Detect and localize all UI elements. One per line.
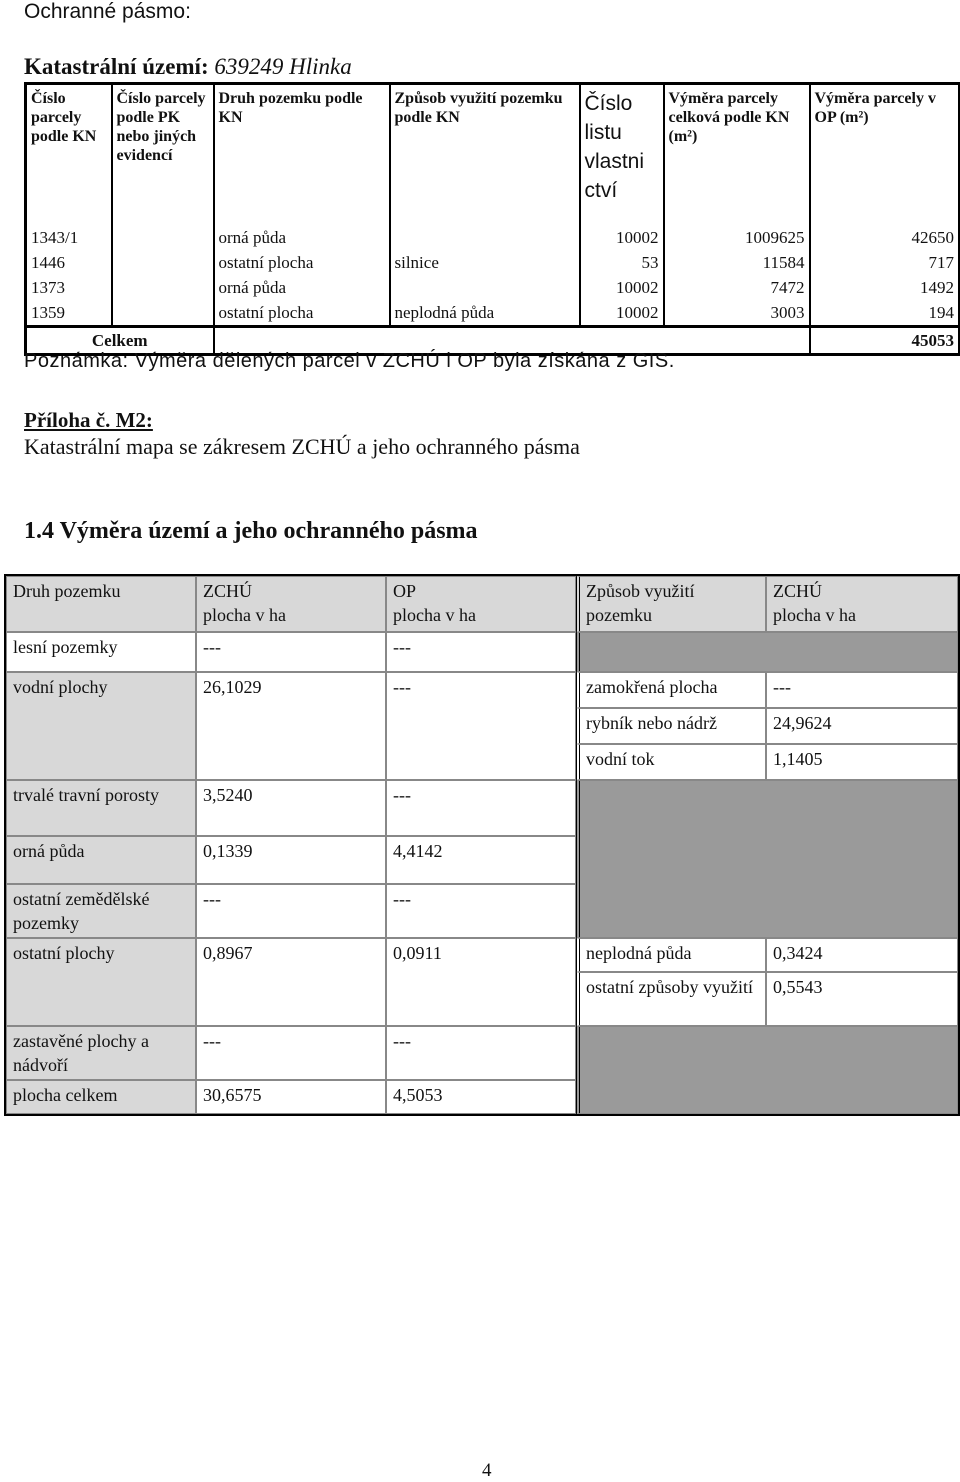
table-cell: 26,1029: [196, 672, 386, 780]
table-cell: ---: [766, 672, 958, 708]
table-cell: ---: [196, 632, 386, 672]
column-header: [196, 576, 386, 632]
table-cell: [112, 225, 214, 250]
table-cell: lesní pozemky: [6, 632, 196, 672]
table-cell: neplodná půda: [576, 938, 766, 972]
table-cell: ---: [386, 884, 576, 938]
table-cell: 24,9624: [766, 708, 958, 744]
total-value: 45053: [810, 327, 960, 355]
table-cell: 3003: [664, 300, 810, 327]
cadastral-label: Katastrální území:: [24, 54, 209, 79]
table-cell: ostatní zemědělské pozemky: [6, 884, 196, 938]
table-cell: 1359: [26, 300, 112, 327]
table-cell: 3,5240: [196, 780, 386, 836]
column-header: Druh pozemku podle KN: [214, 84, 390, 226]
table-cell: [576, 632, 958, 672]
table-cell: 0,5543: [766, 972, 958, 1026]
column-header: [576, 576, 766, 632]
table-cell: orná půda: [214, 225, 390, 250]
table-cell: zastavěné plochy a nádvoří: [6, 1026, 196, 1080]
table-cell: ostatní způsoby využití: [576, 972, 766, 1026]
table-cell: 0,1339: [196, 836, 386, 884]
table-cell: 4,5053: [386, 1080, 576, 1114]
table-row: [26, 275, 960, 300]
table-cell: 1009625: [664, 225, 810, 250]
column-header-title: ZCHÚ: [773, 581, 822, 601]
cadastral-place: 639249 Hlinka: [214, 54, 352, 79]
table-cell: [576, 1026, 958, 1114]
table-cell: neplodná půda: [390, 300, 580, 327]
table-row: [26, 225, 960, 250]
table-cell: 717: [810, 250, 960, 275]
table-row: [6, 672, 958, 708]
table-cell: 4,4142: [386, 836, 576, 884]
table-row: [6, 780, 958, 836]
table-cell: 11584: [664, 250, 810, 275]
table-cell: 1343/1: [26, 225, 112, 250]
table-cell: [390, 225, 580, 250]
table-header-row: [26, 84, 960, 226]
column-header: [766, 576, 958, 632]
column-header-unit: plocha v ha: [203, 605, 286, 625]
table-cell: 1492: [810, 275, 960, 300]
table-cell: [112, 300, 214, 327]
column-header-title: ZCHÚ: [203, 581, 252, 601]
table-cell: 1,1405: [766, 744, 958, 780]
table-cell: 1373: [26, 275, 112, 300]
table-cell: ostatní plochy: [6, 938, 196, 1026]
section-heading: Ochranné pásmo:: [24, 0, 191, 23]
table-cell: [112, 275, 214, 300]
table-cell: 0,0911: [386, 938, 576, 1026]
table-cell: 10002: [580, 300, 664, 327]
table-cell: ---: [196, 884, 386, 938]
note-text: Poznámka: Výměra dělených parcel v ZCHÚ i OP byla získána z GIS.: [24, 350, 675, 372]
column-header-title: OP: [393, 581, 417, 601]
page-number: 4: [482, 1460, 492, 1481]
table-cell: ---: [386, 672, 576, 780]
table-cell: orná půda: [6, 836, 196, 884]
table-cell: ostatní plocha: [214, 250, 390, 275]
column-header: [386, 576, 576, 632]
table-cell: zamokřená plocha: [576, 672, 766, 708]
cadastral-title: [24, 54, 352, 80]
table-cell: ---: [386, 1026, 576, 1080]
table-cell: vodní plochy: [6, 672, 196, 780]
column-header: Číslo listu vlastni ctví: [580, 84, 664, 226]
table-cell: 30,6575: [196, 1080, 386, 1114]
column-header-unit: pozemku: [586, 605, 652, 625]
table-row: [6, 632, 958, 672]
table-cell: orná půda: [214, 275, 390, 300]
table-row: [26, 250, 960, 275]
table-cell: 42650: [810, 225, 960, 250]
total-label: Celkem: [26, 327, 214, 355]
table-cell: rybník nebo nádrž: [576, 708, 766, 744]
table-cell: ---: [196, 1026, 386, 1080]
table-cell: 53: [580, 250, 664, 275]
table-header-row: [6, 576, 958, 632]
column-header: Výměra parcely celková podle KN (m²): [664, 84, 810, 226]
table-row: [6, 938, 958, 972]
table-cell: ostatní plocha: [214, 300, 390, 327]
column-header: Způsob využití pozemku podle KN: [390, 84, 580, 226]
column-header: Výměra parcely v OP (m²): [810, 84, 960, 226]
table-cell: ---: [386, 780, 576, 836]
table-cell: 194: [810, 300, 960, 327]
column-header: Číslo parcely podle PK nebo jiných evidencí: [112, 84, 214, 226]
table-row: [6, 1026, 958, 1080]
area-table: [4, 574, 960, 1116]
table-cell: 10002: [580, 275, 664, 300]
table-cell: 1446: [26, 250, 112, 275]
table-cell: vodní tok: [576, 744, 766, 780]
table-cell: trvalé travní porosty: [6, 780, 196, 836]
table-row: [26, 300, 960, 327]
cadastral-table: [24, 82, 960, 356]
column-header: Druh pozemku: [6, 576, 196, 632]
table-cell: ---: [386, 632, 576, 672]
column-header-title: Způsob využití: [586, 581, 695, 601]
table-cell: [576, 780, 958, 938]
table-cell: 10002: [580, 225, 664, 250]
column-header: Číslo parcely podle KN: [26, 84, 112, 226]
table-cell: 0,3424: [766, 938, 958, 972]
appendix-label: Příloha č. M2:: [24, 408, 153, 432]
table-cell: [390, 275, 580, 300]
table-cell: 0,8967: [196, 938, 386, 1026]
column-header-unit: plocha v ha: [393, 605, 476, 625]
appendix-description: Katastrální mapa se zákresem ZCHÚ a jeho ochranného pásma: [24, 434, 580, 459]
column-header-unit: plocha v ha: [773, 605, 856, 625]
table-cell: plocha celkem: [6, 1080, 196, 1114]
table-cell: 7472: [664, 275, 810, 300]
table-cell: [112, 250, 214, 275]
section-title: 1.4 Výměra území a jeho ochranného pásma: [24, 518, 478, 544]
table-cell: silnice: [390, 250, 580, 275]
